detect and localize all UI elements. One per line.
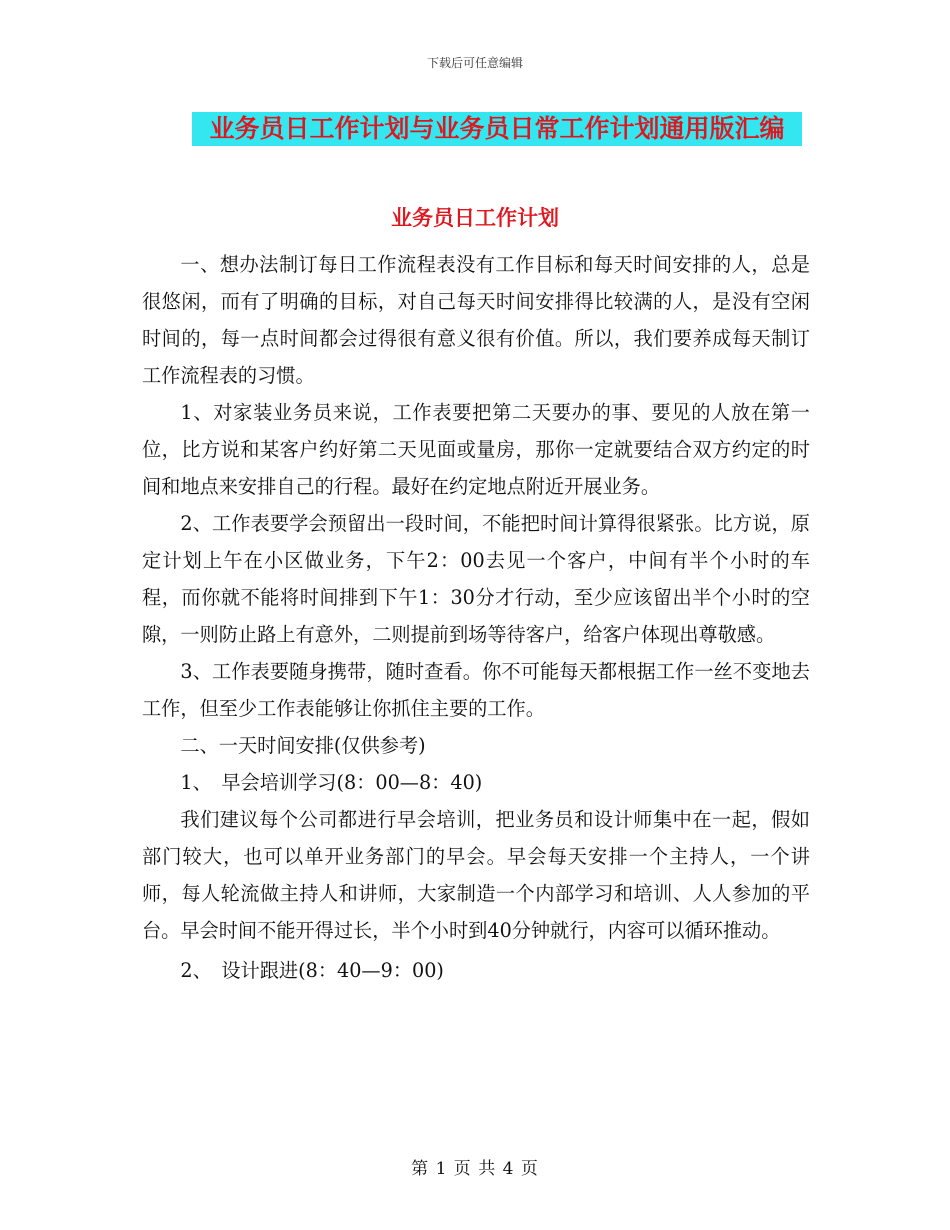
document-body	[142, 246, 810, 989]
document-title: 业务员日工作计划与业务员日常工作计划通用版汇编	[192, 112, 802, 146]
paragraph-6: 1、 早会培训学习(8：00—8：40)	[180, 771, 483, 794]
header-note: 下载后可任意编辑	[426, 56, 523, 70]
paragraph-4: 3、工作表要随身携带，随时查看。你不可能每天都根据工作一丝不变地去工作，但至少工作表能够让你抓住主要的工作。	[142, 660, 810, 720]
paragraph-5: 二、一天时间安排(仅供参考)	[180, 734, 426, 757]
paragraph-7: 我们建议每个公司都进行早会培训，把业务员和设计师集中在一起，假如部门较大，也可以单开业务部门的早会。早会每天安排一个主持人，一个讲师，每人轮流做主持人和讲师，大家制造一个内部学习和培训、人人参加的平台。早会时间不能开得过长，半个小时到40分钟就行，内容可以循环推动。	[142, 808, 810, 942]
paragraph-8: 2、 设计跟进(8：40—9：00)	[180, 959, 444, 982]
paragraph-1: 一、想办法制订每日工作流程表没有工作目标和每天时间安排的人，总是很悠闲，而有了明确的目标，对自己每天时间安排得比较满的人，是没有空闲时间的，每一点时间都会过得很有意义很有价值。所以，我们要养成每天制订工作流程表的习惯。	[142, 253, 810, 387]
page-footer: 第 1 页 共 4 页	[411, 1159, 539, 1179]
paragraph-3: 2、工作表要学会预留出一段时间，不能把时间计算得很紧张。比方说，原定计划上午在小区做业务，下午2：00去见一个客户，中间有半个小时的车程，而你就不能将时间排到下午1：30分才行动，至少应该留出半个小时的空隙，一则防止路上有意外，二则提前到场等待客户，给客户体现出尊敬感。	[142, 512, 810, 646]
section-title: 业务员日工作计划	[391, 205, 559, 230]
paragraph-2: 1、对家装业务员来说，工作表要把第二天要办的事、要见的人放在第一位，比方说和某客户约好第二天见面或量房，那你一定就要结合双方约定的时间和地点来安排自己的行程。最好在约定地点附近开展业务。	[142, 401, 810, 498]
